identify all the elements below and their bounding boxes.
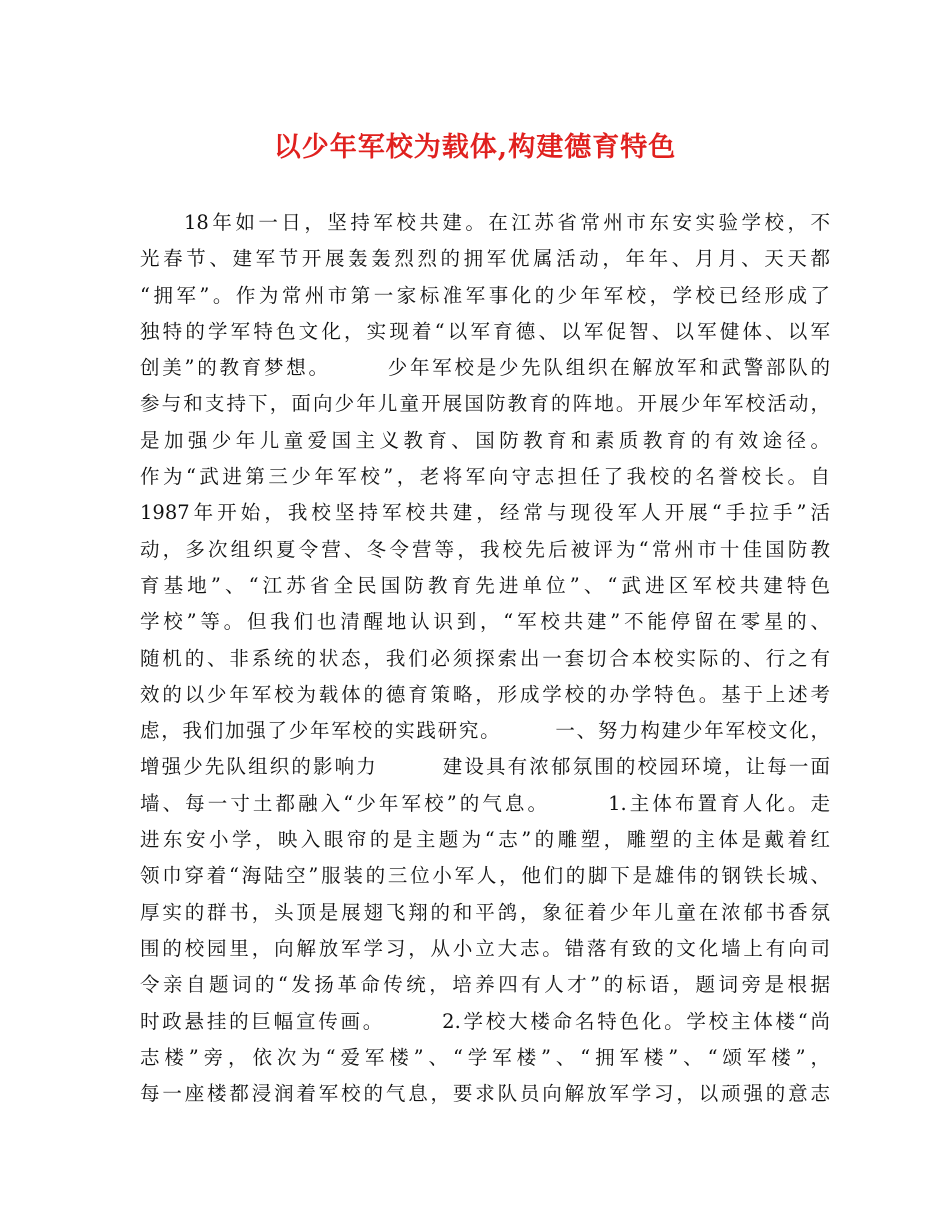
body-line: 领巾穿着“海陆空”服装的三位小军人，他们的脚下是雄伟的钢铁长城、	[140, 864, 830, 888]
body-line: 光春节、建军节开展轰轰烈烈的拥军优属活动，年年、月月、天天都	[140, 247, 830, 271]
body-line: 效的以少年军校为载体的德育策略，形成学校的办学特色。基于上述考	[140, 682, 830, 706]
body-line: 动，多次组织夏令营、冬令营等，我校先后被评为“常州市十佳国防教	[140, 537, 830, 561]
body-line: “拥军”。作为常州市第一家标准军事化的少年军校，学校已经形成了	[140, 283, 830, 307]
body-line: 每一座楼都浸润着军校的气息，要求队员向解放军学习，以顽强的意志	[140, 1082, 830, 1106]
body-line: 进东安小学，映入眼帘的是主题为“志”的雕塑，雕塑的主体是戴着红	[140, 828, 830, 852]
body-line: 创美”的教育梦想。 少年军校是少先队组织在解放军和武警部队的	[140, 356, 830, 380]
body-line: 独特的学军特色文化，实现着“以军育德、以军促智、以军健体、以军	[140, 319, 830, 343]
body-line: 墙、每一寸土都融入“少年军校”的气息。 1.主体布置育人化。走	[140, 791, 830, 815]
body-line: 虑，我们加强了少年军校的实践研究。 一、努力构建少年军校文化，	[140, 719, 830, 743]
body-line: 是加强少年儿童爱国主义教育、国防教育和素质教育的有效途径。	[140, 428, 830, 452]
body-line: 时政悬挂的巨幅宣传画。 2.学校大楼命名特色化。学校主体楼“尚	[140, 1009, 830, 1033]
body-line: 18年如一日，坚持军校共建。在江苏省常州市东安实验学校，不	[184, 211, 830, 234]
body-line: 1987年开始，我校坚持军校共建，经常与现役军人开展“手拉手”活	[140, 501, 830, 525]
body-line: 作为“武进第三少年军校”，老将军向守志担任了我校的名誉校长。自	[140, 465, 830, 489]
document-body	[140, 205, 830, 1112]
body-line: 厚实的群书，头顶是展翅飞翔的和平鸽，象征着少年儿童在浓郁书香氛	[140, 900, 830, 924]
body-line: 围的校园里，向解放军学习，从小立大志。错落有致的文化墙上有向司	[140, 936, 830, 960]
body-line: 志楼”旁，依次为“爱军楼”、“学军楼”、“拥军楼”、“颂军楼”，	[140, 1045, 830, 1069]
body-line: 令亲自题词的“发扬革命传统，培养四有人才”的标语，题词旁是根据	[140, 973, 830, 997]
body-line: 增强少先队组织的影响力 建设具有浓郁氛围的校园环境，让每一面	[140, 755, 830, 779]
body-line: 学校”等。但我们也清醒地认识到，“军校共建”不能停留在零星的、	[140, 610, 830, 634]
body-line: 随机的、非系统的状态，我们必须探索出一套切合本校实际的、行之有	[140, 646, 830, 670]
document-title: 以少年军校为载体,构建德育特色	[273, 132, 677, 163]
body-line: 参与和支持下，面向少年儿童开展国防教育的阵地。开展少年军校活动，	[140, 392, 830, 416]
body-line: 育基地”、“江苏省全民国防教育先进单位”、“武进区军校共建特色	[140, 573, 830, 597]
